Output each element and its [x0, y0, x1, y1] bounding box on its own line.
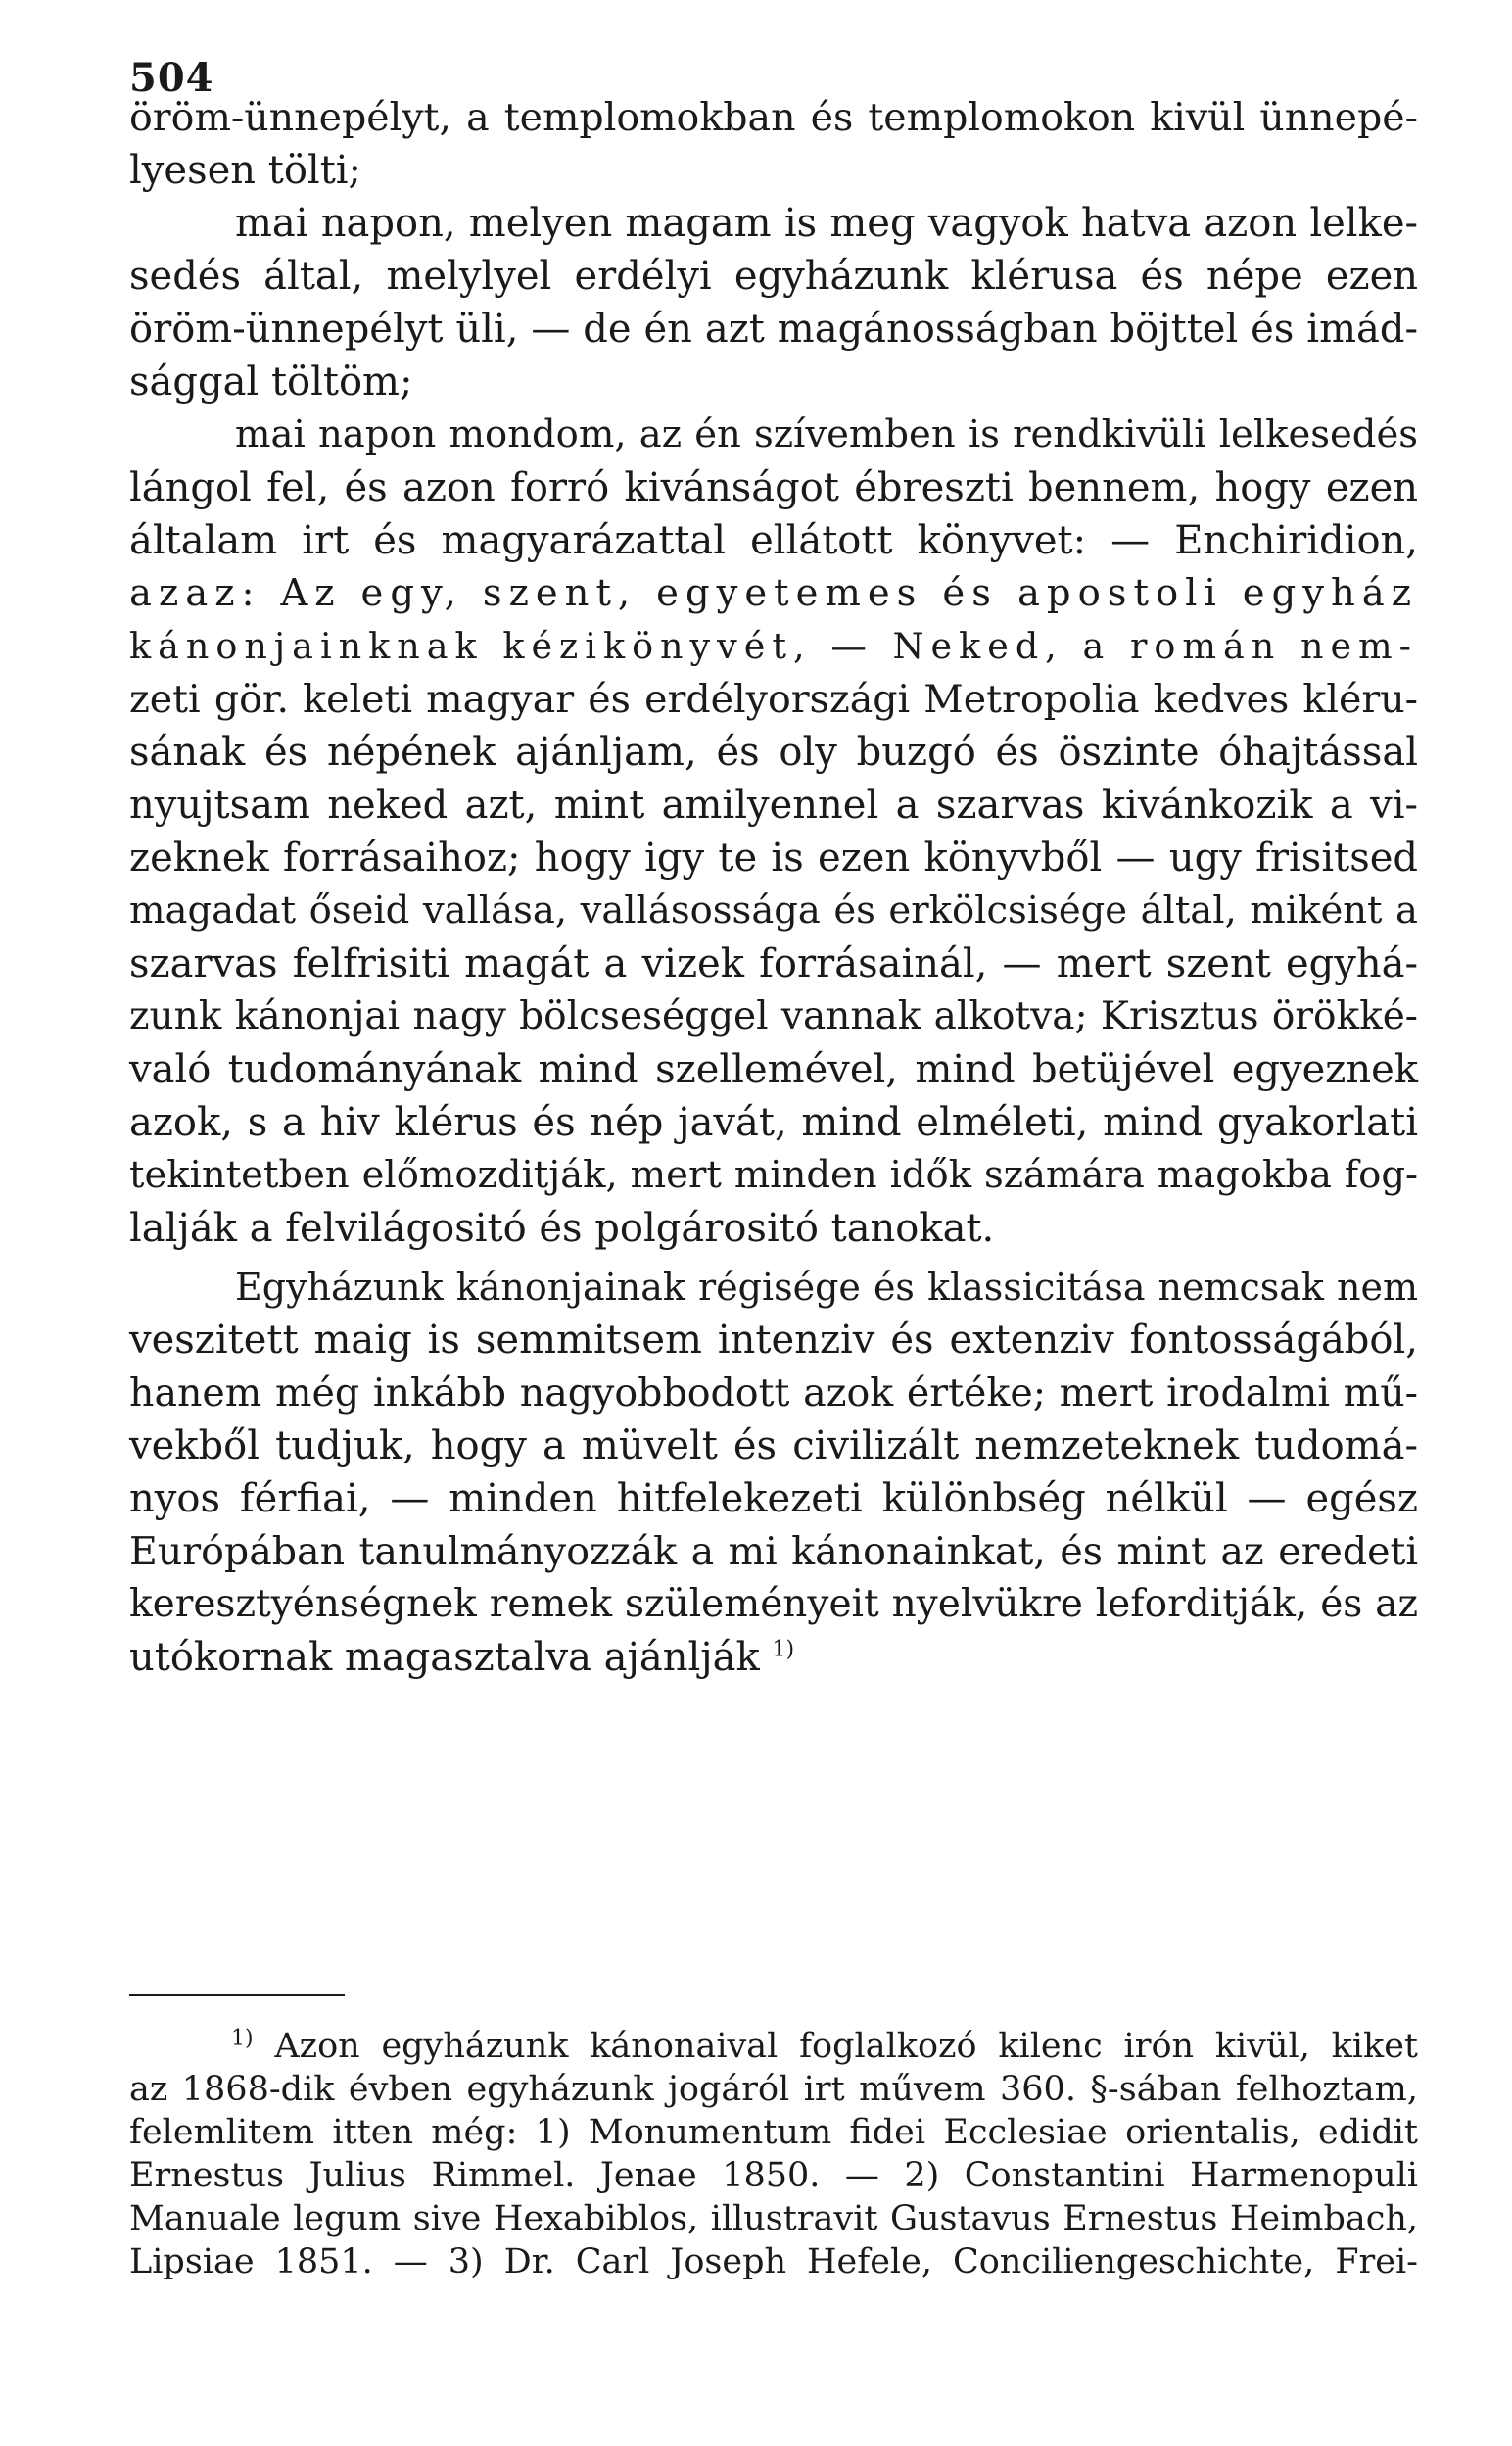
footnote-text: Azon egyházunk kánonaival foglalkozó kilenc irón kivül, kiket	[274, 2027, 1418, 2066]
body-line: Európában tanulmányozzák a mi kánonainkat, és mint az eredeti	[129, 1529, 1418, 1574]
body-line: azok, s a hiv klérus és nép javát, mind elméleti, mind gyakorlati	[129, 1100, 1418, 1145]
body-line: sának és népének ajánljam, és oly buzgó és öszinte óhajtással	[129, 730, 1418, 775]
footnote-line: felemlitem itten még: 1) Monumentum fidei Ecclesiae orientalis, edidit	[129, 2113, 1418, 2152]
footnote-reference: 1)	[772, 1637, 795, 1662]
body-line: öröm-ünnepélyt, a templomokban és templomokon kivül ünnepé-	[129, 95, 1418, 140]
footnote-line: Lipsiae 1851. — 3) Dr. Carl Joseph Hefele, Conciliengeschichte, Frei-	[129, 2242, 1418, 2281]
footnote-line: Manuale legum sive Hexabiblos, illustravit Gustavus Ernestus Heimbach,	[129, 2199, 1418, 2238]
body-line: nyujtsam neked azt, mint amilyennel a szarvas kivánkozik a vi-	[129, 783, 1418, 828]
body-line: tekintetben előmozditják, mert minden idők számára magokba fog-	[129, 1153, 1418, 1197]
footnote-rule	[129, 1994, 345, 1996]
body-line-text: utókornak magasztalva ajánlják	[129, 1635, 760, 1680]
footnote-line: Ernestus Julius Rimmel. Jenae 1850. — 2) Constantini Harmenopuli	[129, 2156, 1418, 2195]
body-line: zunk kánonjai nagy bölcseséggel vannak alkotva; Krisztus örökké-	[129, 994, 1418, 1038]
body-line: veszitett maig is semmitsem intenziv és extenziv fontosságából,	[129, 1318, 1418, 1363]
page-number: 504	[129, 55, 214, 101]
body-line: való tudományának mind szellemével, mind betüjével egyeznek	[129, 1047, 1418, 1092]
body-line: zeti gör. keleti magyar és erdélyországi Metropolia kedves kléru-	[129, 677, 1418, 722]
footnote-line: az 1868-dik évben egyházunk jogáról irt művem 360. §-sában felhoztam,	[129, 2070, 1418, 2109]
body-line: általam irt és magyarázattal ellátott könyvet: — Enchiridion,	[129, 518, 1418, 563]
body-line: szarvas felfrisiti magát a vizek forrásainál, — mert szent egyhá-	[129, 941, 1418, 986]
body-line-last	[129, 1634, 1418, 1681]
body-line: kánonjainknak kézikönyvét, — Neked, a román nem-	[129, 625, 1418, 667]
body-line: nyos férfiai, — minden hitfelekezeti különbség nélkül — egész	[129, 1476, 1418, 1521]
body-line: sedés által, melylyel erdélyi egyházunk klérusa és népe ezen	[129, 254, 1418, 299]
body-line: sággal töltöm;	[129, 360, 413, 405]
body-line: mai napon, melyen magam is meg vagyok hatva azon lelke-	[235, 201, 1418, 246]
footnote-marker: 1)	[231, 2026, 254, 2051]
body-line: hanem még inkább nagyobbodott azok értéke; mert irodalmi mű-	[129, 1370, 1418, 1415]
body-line: lyesen tölti;	[129, 148, 362, 193]
body-line: azaz: Az egy, szent, egyetemes és apostoli egyház	[129, 571, 1418, 615]
body-line: zeknek forrásaihoz; hogy igy te is ezen könyvből — ugy frisitsed	[129, 836, 1418, 881]
footnote-line	[231, 2026, 1418, 2067]
body-line: mai napon mondom, az én szívemben is rendkivüli lelkesedés	[235, 412, 1418, 456]
body-line: lángol fel, és azon forró kivánságot ébreszti bennem, hogy ezen	[129, 465, 1418, 510]
body-line: magadat őseid vallása, vallásossága és erkölcsisége által, miként a	[129, 888, 1418, 933]
body-line: vekből tudjuk, hogy a müvelt és civilizált nemzeteknek tudomá-	[129, 1423, 1418, 1468]
body-line: öröm-ünnepélyt üli, — de én azt magánosságban böjttel és imád-	[129, 307, 1418, 352]
body-line: keresztyénségnek remek szüleményeit nyelvükre leforditják, és az	[129, 1582, 1418, 1626]
body-line: Egyházunk kánonjainak régisége és klassicitása nemcsak nem	[235, 1266, 1418, 1309]
body-line: lalják a felvilágositó és polgárositó tanokat.	[129, 1206, 995, 1251]
